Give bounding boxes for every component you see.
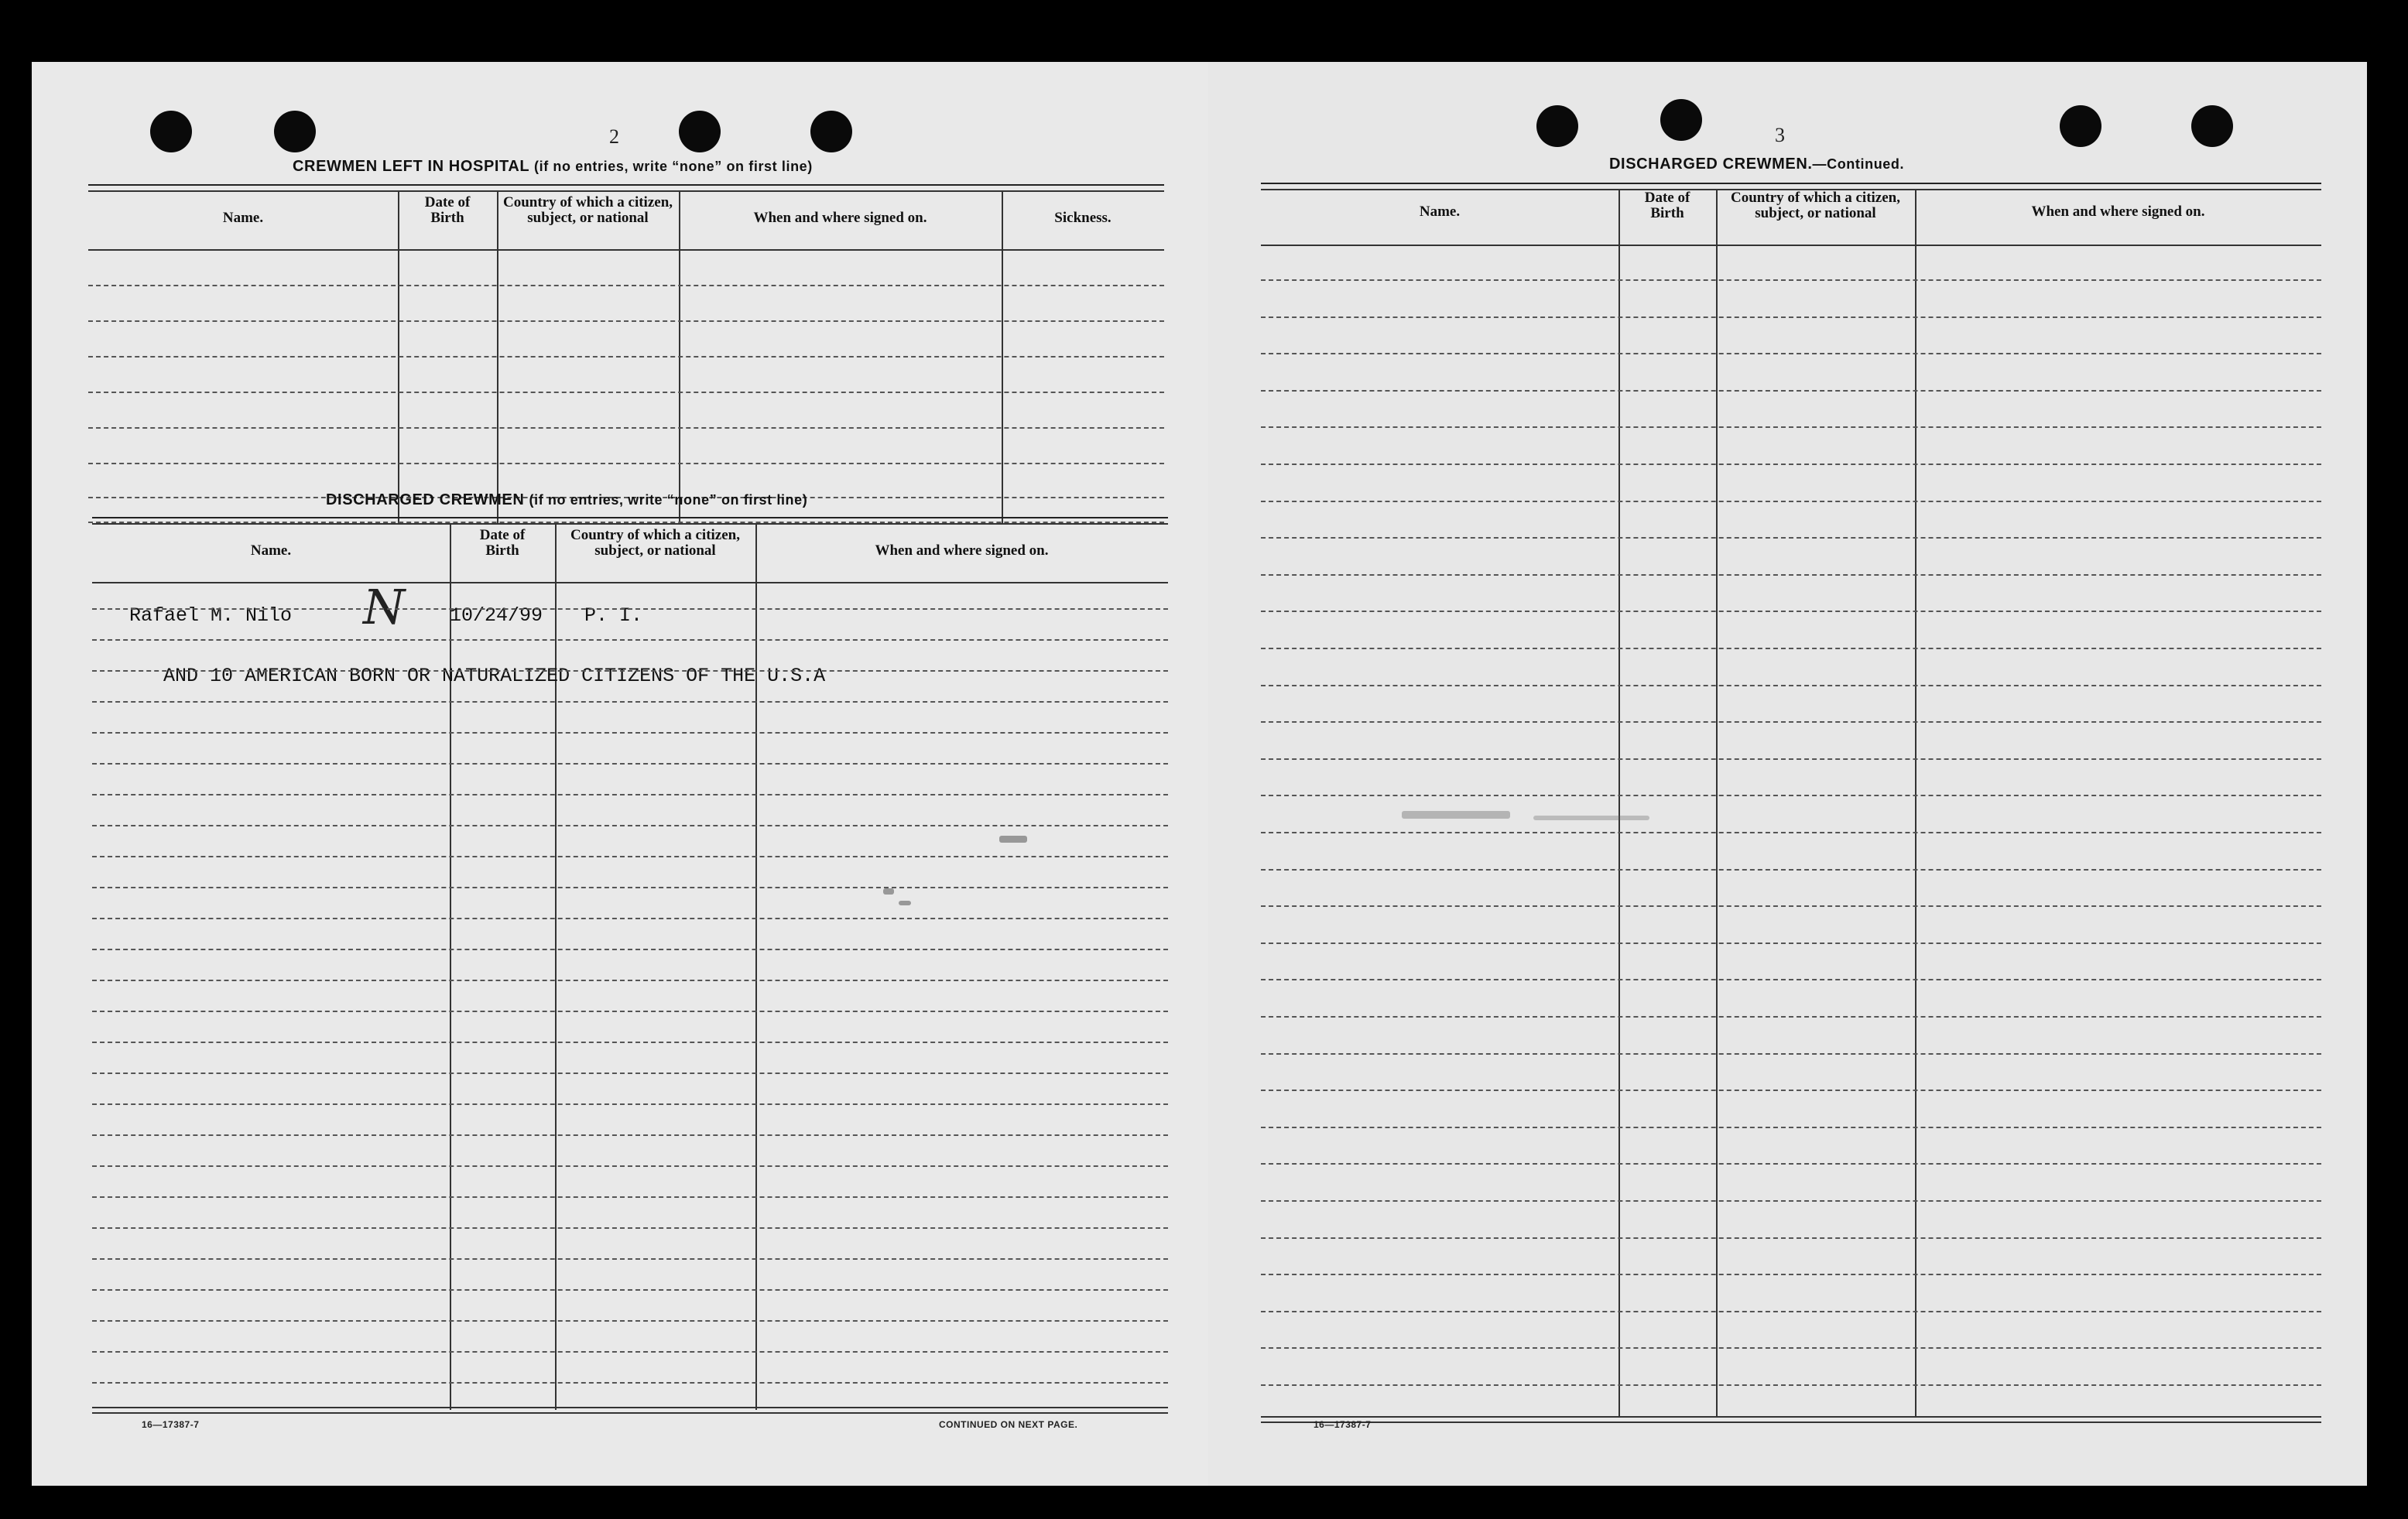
entry-line [92,608,1168,610]
right-page [1208,62,2367,1486]
column-divider [1716,189,1718,1418]
entry-line [92,980,1168,981]
entry-line [92,887,1168,888]
page-number: 3 [1775,124,1785,146]
form-number: 16—17387-7 [1314,1419,1372,1430]
table-rule [1261,245,2321,246]
entry-line [92,856,1168,857]
column-divider [755,523,757,1410]
continued-note: CONTINUED ON NEXT PAGE. [939,1419,1078,1430]
left-page [32,62,1208,1486]
entry-line [92,763,1168,765]
hospital-table [88,184,1164,525]
entry-line [1261,758,2321,760]
entry-line [92,794,1168,795]
punch-hole [2191,105,2233,147]
discharged-continued-title-text: DISCHARGED CREWMEN. [1609,156,1813,173]
column-header-sickness: Sickness. [1054,210,1112,226]
entry-line [92,1320,1168,1322]
entry-line [1261,316,2321,318]
entry-line [92,639,1168,641]
discharged-continued-table [1261,183,2321,1475]
entry-line [1261,1274,2321,1275]
discharged-continued-suffix: —Continued. [1812,156,1905,172]
entry-line [92,949,1168,950]
faint-stamp [1402,811,1510,819]
entry-line [88,463,1164,464]
entry-line [92,1258,1168,1260]
entry-line [1261,832,2321,833]
table-rule [92,517,1168,518]
entry-line [1261,426,2321,428]
punch-hole [150,111,192,152]
punch-hole [1536,105,1578,147]
column-header-country: Country of which a citizen, subject, or national [1730,190,1900,221]
table-rule [1261,1421,2321,1423]
entry-line [1261,685,2321,686]
ink-smudge [899,901,911,905]
column-header-date-of-birth: Date of Birth [424,194,471,226]
page-number: 2 [609,125,619,148]
entry-line [1261,574,2321,576]
handwritten-mark: N [363,579,406,635]
entry-line [92,1103,1168,1105]
entry-line [88,285,1164,286]
entry-line [1261,721,2321,723]
table-rule [92,523,1168,525]
column-header-name: Name. [222,210,264,226]
entry-line [1261,1163,2321,1165]
entry-line [92,1165,1168,1167]
column-header-signed-on: When and where signed on. [875,542,1049,559]
entry-line [1261,1311,2321,1312]
entry-line [1261,611,2321,612]
punch-hole [274,111,316,152]
entry-line [1261,353,2321,354]
crewman-name: Rafael M. Nilo [129,604,293,627]
column-header-date-of-birth: Date of Birth [479,527,526,559]
column-header-name: Name. [1419,204,1461,220]
entry-line [92,1134,1168,1136]
column-divider [1002,190,1003,525]
table-rule [88,184,1164,186]
table-rule [92,1407,1168,1408]
entry-line [92,1289,1168,1291]
entry-line [92,1042,1168,1043]
discharged-section-title [326,491,807,509]
entry-line [1261,979,2321,980]
entry-line [92,1382,1168,1384]
punch-hole [679,111,721,152]
entry-line [92,825,1168,826]
punch-hole [1660,99,1702,141]
crewman-date-of-birth: 10/24/99 [450,604,543,627]
hospital-section-title [293,158,813,176]
column-header-name: Name. [250,542,292,559]
crewman-country: P. I. [584,604,643,627]
entry-line [1261,537,2321,539]
ink-smudge [883,888,894,895]
hospital-title-note: (if no entries, write “none” on first line) [534,159,813,174]
column-divider [555,523,557,1410]
table-rule [1261,1416,2321,1418]
column-divider [1618,189,1620,1418]
discharged-continued-title [1609,156,1904,173]
table-rule [1261,183,2321,184]
entry-line [88,356,1164,358]
column-divider [450,523,451,1410]
discharged-title-note: (if no entries, write “none” on first line) [529,492,808,508]
entry-line [1261,501,2321,502]
column-header-signed-on: When and where signed on. [753,210,927,226]
discharged-title-text: DISCHARGED CREWMEN [326,491,525,508]
column-divider [679,190,680,525]
entry-line [92,1011,1168,1012]
entry-line [1261,1237,2321,1239]
entry-line [92,732,1168,734]
column-divider [398,190,399,525]
punch-hole [2060,105,2101,147]
faint-stamp [1533,816,1649,820]
entry-line [1261,279,2321,281]
column-divider [497,190,498,525]
citizens-note-line: AND 10 AMERICAN BORN OR NATURALIZED CITIZENS OF THE U.S.A [163,665,826,687]
entry-line [1261,905,2321,907]
entry-line [92,701,1168,703]
punch-hole [810,111,852,152]
entry-line [88,427,1164,429]
entry-line [92,1351,1168,1353]
entry-line [1261,943,2321,944]
entry-line [92,1227,1168,1229]
column-header-country: Country of which a citizen, subject, or national [503,194,673,226]
hospital-title-text: CREWMEN LEFT IN HOSPITAL [293,158,529,175]
entry-line [92,670,1168,672]
entry-line [1261,1090,2321,1091]
column-header-country: Country of which a citizen, subject, or national [570,527,740,559]
entry-line [1261,464,2321,465]
entry-line [92,1073,1168,1074]
entry-line [88,392,1164,393]
entry-line [1261,1384,2321,1386]
entry-line [1261,869,2321,871]
entry-line [1261,1200,2321,1202]
form-number: 16—17387-7 [142,1419,200,1430]
column-divider [1915,189,1916,1418]
entry-line [92,1196,1168,1198]
entry-line [1261,1127,2321,1128]
entry-line [1261,1053,2321,1055]
entry-line [92,918,1168,919]
entry-line [1261,648,2321,649]
entry-line [1261,1016,2321,1018]
table-rule [92,582,1168,583]
column-header-signed-on: When and where signed on. [2031,204,2205,220]
column-header-date-of-birth: Date of Birth [1644,190,1690,221]
discharged-table [92,517,1168,1415]
ink-smudge [999,836,1027,843]
entry-line [88,320,1164,322]
table-rule [92,1412,1168,1414]
entry-line [1261,390,2321,392]
entry-line [1261,795,2321,796]
entry-line [1261,1347,2321,1349]
